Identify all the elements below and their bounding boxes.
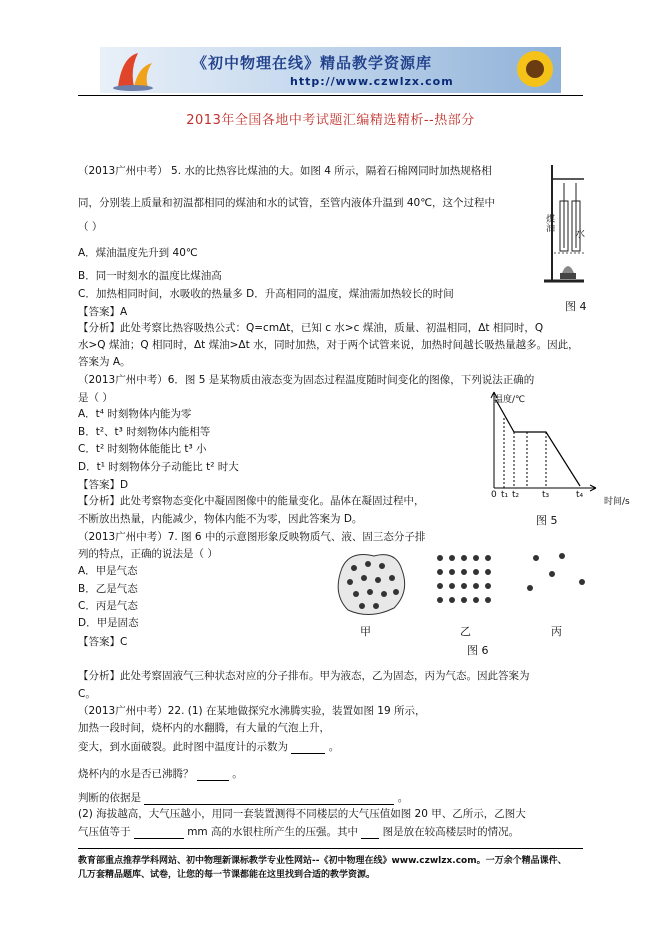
text-line: B．乙是气态 — [78, 583, 138, 595]
text-line: 【分析】此处考察物态变化中凝固图像中的能量变化。晶体在凝固过程中， — [78, 495, 425, 507]
text-line: 【分析】此处考察比热容吸热公式：Q=cmΔt，已知 c 水>c 煤油，质量、初温相同，Δt 相同时，Q — [78, 322, 544, 334]
text-line: 判断的依据是 。 — [78, 792, 409, 804]
figure-5-tick-t1: t₁ — [501, 490, 509, 500]
text-line: 【分析】此处考察固液气三种状态对应的分子排布。甲为液态，乙为固态，丙为气态。因此答案为 — [78, 670, 530, 682]
gas-molecules — [527, 553, 585, 591]
text-line: A．甲是气态 — [78, 565, 138, 577]
line-text: 图是放在较高楼层时的情况。 — [382, 826, 520, 838]
solid-molecules — [437, 555, 491, 603]
figure-5-tick-t4: t₄ — [576, 490, 584, 500]
answer-blank — [361, 824, 379, 839]
line-text: 烧杯内的水是否已沸腾？ — [78, 768, 194, 780]
page-title: 2013年全国各地中考试题汇编精选精析--热部分 — [186, 113, 475, 128]
answer-blank — [291, 739, 325, 754]
text-line: 列的特点，正确的说法是（ ） — [78, 548, 218, 560]
answer-blank — [134, 824, 184, 839]
text-line: A．煤油温度先升到 40℃ — [78, 247, 198, 259]
figure-5-origin: 0 — [491, 490, 497, 500]
figure-6-label-yi: 乙 — [460, 625, 471, 638]
text-line: C．加热相同时间，水吸收的热量多 D．升高相同的温度，煤油需加热较长的时间 — [78, 288, 454, 300]
line-text: 变大，到水面破裂。此时图中温度计的示数为 — [78, 741, 288, 753]
text-line: （2013广州中考） 5. 水的比热容比煤油的大。如图 4 所示，隔着石棉网同时加热规格相 — [78, 165, 492, 177]
footer-line-1: 教育部重点推荐学科网站、初中物理新课标教学专业性网站--《初中物理在线》www.czwlzx.com。一万余个精品课件、 — [78, 856, 567, 866]
text-line: C．t² 时刻物体能能比 t³ 小 — [78, 443, 207, 455]
footer-line-2: 几万套精品题库、试卷，让您的每一节课都能在这里找到合适的教学资源。 — [78, 870, 376, 880]
text-line: 【答案】D — [78, 479, 129, 491]
line-text: 判断的依据是 — [78, 792, 141, 804]
banner-title: 《初中物理在线》精品教学资源库 — [192, 54, 433, 72]
text-line — [78, 824, 519, 839]
text-line: (2) 海拔越高，大气压越小，用同一套装置测得不同楼层的大气压值如图 20 甲、乙所示，乙图大 — [78, 808, 526, 820]
text-line: 答案为 A。 — [78, 356, 131, 368]
answer-blank — [197, 766, 229, 781]
text-line: 【答案】C — [78, 636, 128, 648]
text-line: D．t¹ 时刻物体分子动能比 t² 时大 — [78, 461, 239, 473]
text-line: C．丙是气态 — [78, 600, 138, 612]
figure-4-caption: 图 4 — [565, 300, 587, 313]
text-line: 是（ ） — [78, 392, 113, 404]
footer-rule — [78, 848, 583, 849]
figure-4-label-right: 水 — [575, 229, 585, 240]
figure-5-xlabel: 时间/s — [604, 497, 630, 507]
answer-blank — [144, 790, 394, 805]
text-line: 变大，到水面破裂。此时图中温度计的示数为 。 — [78, 741, 340, 753]
figure-5-caption: 图 5 — [536, 514, 558, 527]
header-rule — [78, 95, 583, 96]
figure-5-ylabel: 温度/℃ — [494, 395, 526, 405]
text-line: 【答案】A — [78, 306, 128, 318]
figure-5-tick-t2: t₂ — [512, 490, 520, 500]
figure-6-caption: 图 6 — [467, 644, 489, 657]
text-line: B．同一时刻水的温度比煤油高 — [78, 270, 222, 282]
header-banner — [100, 47, 561, 93]
text-line: C。 — [78, 688, 96, 700]
text-line: D．甲是固态 — [78, 617, 139, 629]
figure-5-tick-t3: t₃ — [542, 490, 550, 500]
site-logo-icon — [108, 49, 158, 91]
figure-6-label-bing: 丙 — [551, 625, 562, 638]
text-line: A．t⁴ 时刻物体内能为零 — [78, 408, 192, 420]
text-line: 烧杯内的水是否已沸腾？ 。 — [78, 768, 243, 780]
text-line: 不断放出热量，内能减少，物体内能不为零，因此答案为 D。 — [78, 513, 363, 525]
text-line: 水>Q 煤油；Q 相同时，Δt 煤油>Δt 水，同时加热，对于两个试管来说，加热时间越长吸热量越多。因此， — [78, 339, 579, 351]
text-line: （2013广州中考）22. (1) 在某地做探究水沸腾实验，装置如图 19 所示， — [78, 705, 426, 717]
figure-6-molecules — [330, 548, 600, 620]
text-line: （ ） — [78, 221, 103, 233]
figure-4-label-left: 煤油 — [544, 214, 554, 232]
sunflower-icon — [505, 47, 561, 93]
text-line: （2013广州中考）6．图 5 是某物质由液态变为固态过程温度随时间变化的图像，下列说法正确的 — [78, 374, 535, 386]
text-line: （2013广州中考）7. 图 6 中的示意图形象反映物质气、液、固三态分子排 — [78, 531, 426, 543]
figure-6-label-jia: 甲 — [360, 625, 371, 638]
banner-url: http://www.czwlzx.com — [290, 75, 454, 88]
line-text: 气压值等于 — [78, 826, 131, 838]
text-line: B．t²、t³ 时刻物体内能相等 — [78, 426, 211, 438]
text-line: 加热一段时间，烧杯内的水翻腾，有大量的气泡上升， — [78, 722, 330, 734]
line-text: mm 高的水银柱所产生的压强。其中 — [187, 826, 358, 838]
figure-5-graph — [474, 384, 599, 504]
text-line: 同，分别装上质量和初温都相同的煤油和水的试管，至管内液体升温到 40℃，这个过程中 — [78, 197, 495, 209]
